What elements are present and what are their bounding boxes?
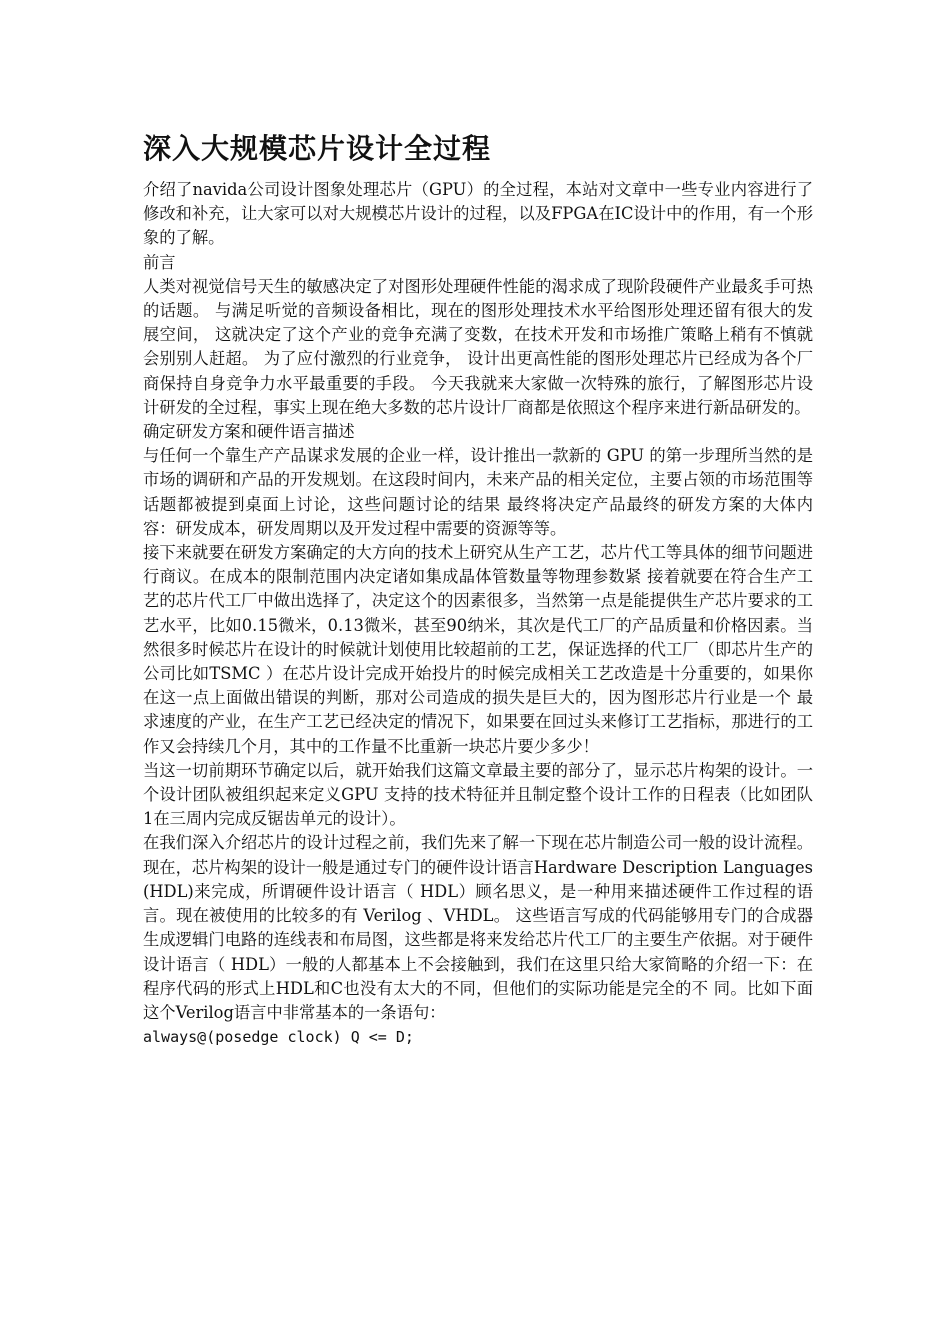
preface-paragraph: 人类对视觉信号天生的敏感决定了对图形处理硬件性能的渴求成了现阶段硬件产业最炙手可热的话题。 与满足听觉的音频设备相比，现在的图形处理技术水平给图形处理还留有很大的发展空间， 这就决定了这个产业的竞争充满了变数，在技术开发和市场推广策略上稍有不慎就会别别人赶超。 为了应付激烈的行业竞争， 设计出更高性能的图形处理芯片已经成为各个厂商保持自身竞争力水平最重要的手段。 今天我就来大家做一次特殊的旅行，了解图形芯片设计研发的全过程，事实上现在绝大多数的芯片设计厂商都是依照这个程序来进行新品研发的。 [143,276,813,417]
preface-heading: 前言 [143,252,176,272]
intro-paragraph: 介绍了navida公司设计图象处理芯片（GPU）的全过程，本站对文章中一些专业内容进行了修改和补充，让大家可以对大规模芯片设计的过程，以及FPGA在IC设计中的作用，有一个形象的了解。 [143,180,813,248]
plan-paragraph-3: 当这一切前期环节确定以后，就开始我们这篇文章最主要的部分了，显示芯片构架的设计。一个设计团队被组织起来定义GPU 支持的技术特征并且制定整个设计工作的日程表（比如团队1在三周内完成反锯齿单元的设计）。 [143,760,813,829]
document-title: 深入大规模芯片设计全过程 [143,132,492,165]
plan-paragraph-1: 与任何一个靠生产产品谋求发展的企业一样，设计推出一款新的 GPU 的第一步理所当然的是市场的调研和产品的开发规划。在这段时间内，未来产品的相关定位，主要占领的市场范围等话题都被提到桌面上讨论，这些问题讨论的结果 最终将决定产品最终的研发方案的大体内容：研发成本，研发周期以及开发过程中需要的资源等等。 [143,446,813,538]
plan-heading: 确定研发方案和硬件语言描述 [143,422,355,442]
plan-paragraph-2: 接下来就要在研发方案确定的大方向的技术上研究从生产工艺，芯片代工等具体的细节问题进行商议。在成本的限制范围内决定诸如集成晶体管数量等物理参数紧 接着就要在符合生产工艺的芯片代工厂中做出选择了，决定这个的因素很多，当然第一点是能提供生产芯片要求的工艺水平，比如0.15微米，0.13微米，甚至90纳米，其次是代工厂的产品质量和价格因素。当然很多时候芯片在设计的时候就计划使用比较超前的工艺，保证选择的代工厂（即芯片生产的公司比如TSMC ）在芯片设计完成开始投片的时候完成相关工艺改造是十分重要的，如果你在这一点上面做出错误的判断，那对公司造成的损失是巨大的，因为图形芯片行业是一个 最求速度的产业，在生产工艺已经决定的情况下，如果要在回过头来修订工艺指标，那进行的工作又会持续几个月，其中的工作量不比重新一块芯片要少多少！ [143,543,813,756]
plan-paragraph-4: 在我们深入介绍芯片的设计过程之前，我们先来了解一下现在芯片制造公司一般的设计流程。 现在，芯片构架的设计一般是通过专门的硬件设计语言Hardware Description Languages (HDL)来完成，所谓硬件设计语言（ HDL）顾名思义，是一种用来描述硬件工作过程的语言。现在被使用的比较多的有 Verilog 、VHDL。 这些语言写成的代码能够用专门的合成器生成逻辑门电路的连线表和布局图，这些都是将来发给芯片代工厂的主要生产依据。对于硬件设计语言（ HDL）一般的人都基本上不会接触到，我们在这里只给大家简略的介绍一下：在程序代码的形式上HDL和C也没有太大的不同，但他们的实际功能是完全的不 同。比如下面这个Verilog语言中非常基本的一条语句： [143,833,813,1022]
verilog-code-line: always@(posedge clock) Q <= D; [143,1028,414,1047]
document-page [143,128,813,1049]
